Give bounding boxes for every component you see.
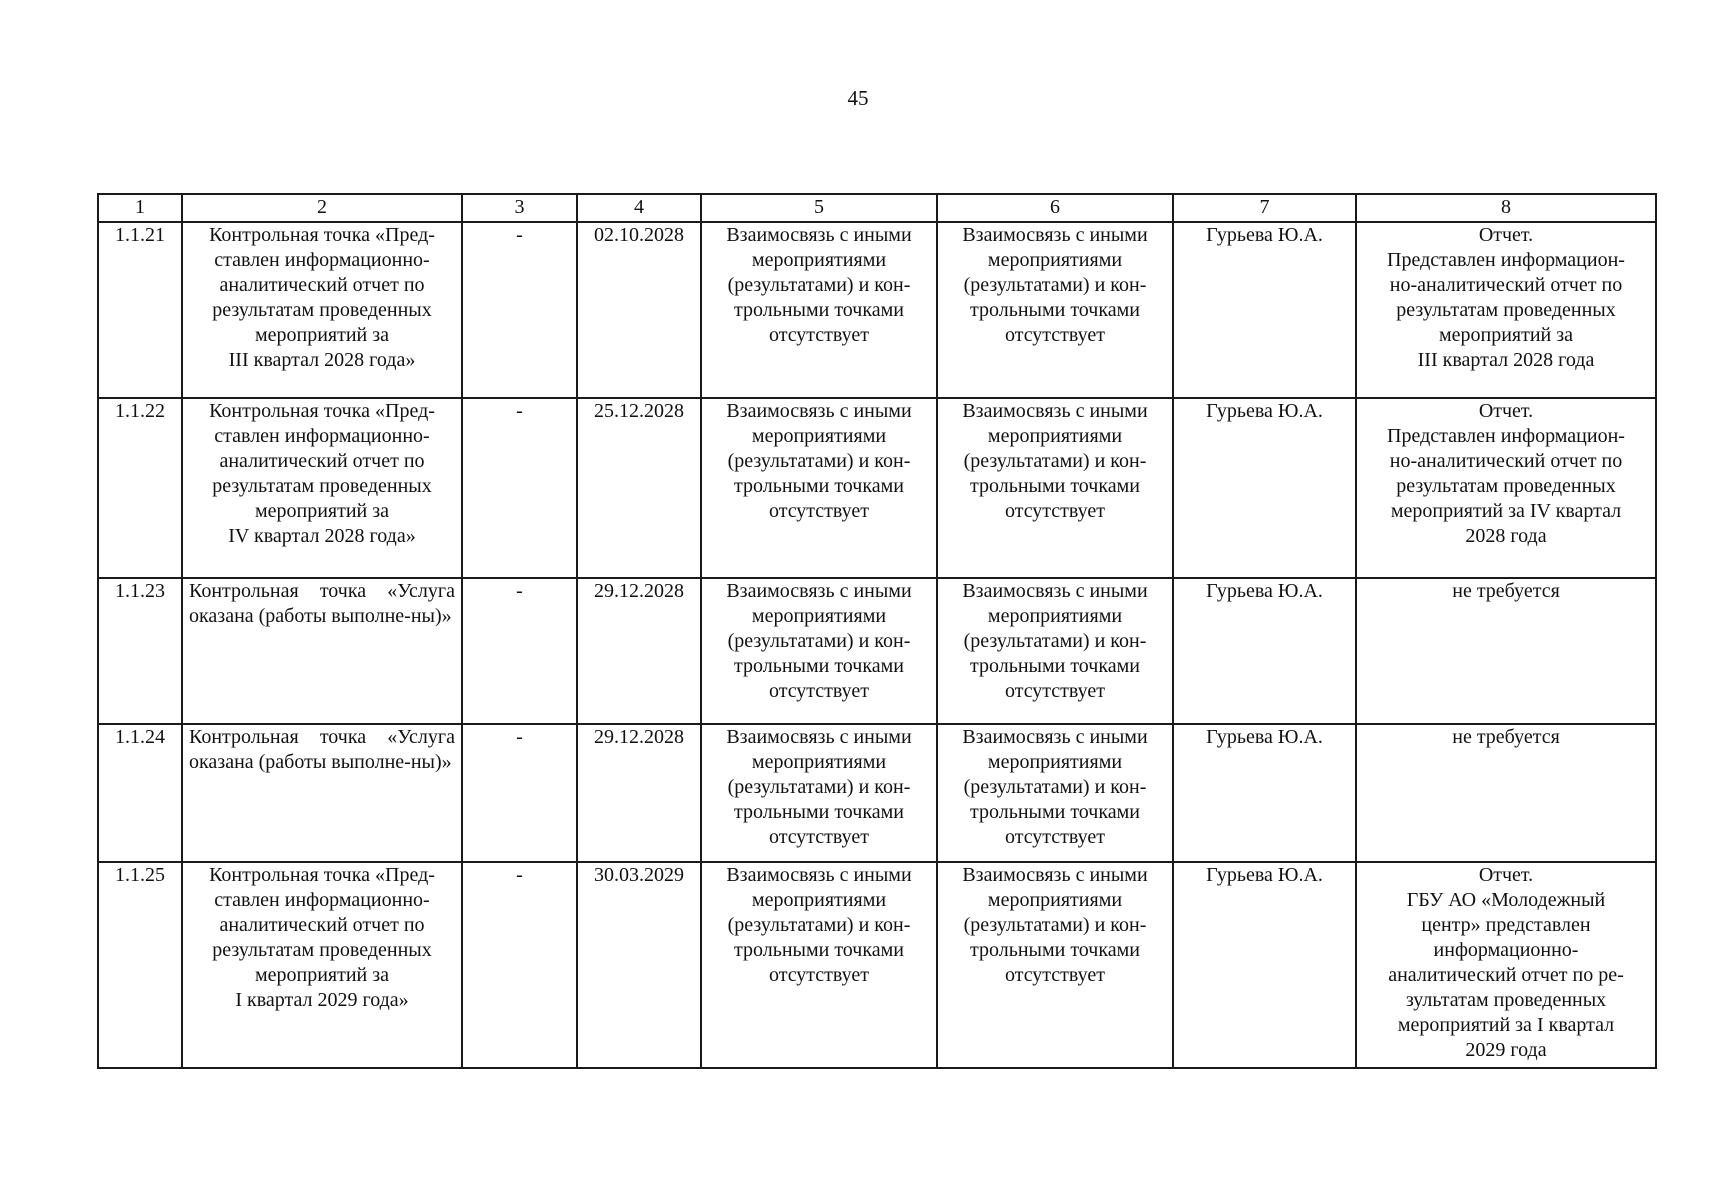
deadline-date: 29.12.2028 <box>577 578 701 724</box>
responsible-person: Гурьева Ю.А. <box>1173 398 1356 578</box>
column-3-value: - <box>462 578 577 724</box>
column-3-value: - <box>462 222 577 398</box>
table-row <box>98 862 1656 1068</box>
table-row <box>98 578 1656 724</box>
responsible-person: Гурьева Ю.А. <box>1173 862 1356 1068</box>
relationship-cell: Взаимосвязь с иными мероприятиями (результатами) и кон- трольными точками отсутствует <box>937 578 1173 724</box>
table-header-row <box>98 194 1656 222</box>
responsible-person: Гурьева Ю.А. <box>1173 222 1356 398</box>
result-cell: не требуется <box>1356 578 1656 724</box>
result-cell: Отчет. Представлен информацион- но-аналитический отчет по результатам проведенных мероприятий за IV квартал 2028 года <box>1356 398 1656 578</box>
relationship-cell: Взаимосвязь с иными мероприятиями (результатами) и кон- трольными точками отсутствует <box>937 222 1173 398</box>
header-cell: 4 <box>577 194 701 222</box>
relationship-cell: Взаимосвязь с иными мероприятиями (результатами) и кон- трольными точками отсутствует <box>701 578 937 724</box>
table-row <box>98 724 1656 862</box>
deadline-date: 25.12.2028 <box>577 398 701 578</box>
header-cell: 6 <box>937 194 1173 222</box>
deadline-date: 29.12.2028 <box>577 724 701 862</box>
control-point-name: Контрольная точка «Услуга оказана (работы выполне-ны)» <box>182 578 462 724</box>
result-cell: не требуется <box>1356 724 1656 862</box>
relationship-cell: Взаимосвязь с иными мероприятиями (результатами) и кон- трольными точками отсутствует <box>701 222 937 398</box>
control-points-table <box>97 193 1657 1069</box>
header-cell: 5 <box>701 194 937 222</box>
result-cell: Отчет. Представлен информацион- но-аналитический отчет по результатам проведенных мероприятий за III квартал 2028 года <box>1356 222 1656 398</box>
deadline-date: 02.10.2028 <box>577 222 701 398</box>
control-point-name: Контрольная точка «Услуга оказана (работы выполне-ны)» <box>182 724 462 862</box>
column-3-value: - <box>462 862 577 1068</box>
header-cell: 8 <box>1356 194 1656 222</box>
relationship-cell: Взаимосвязь с иными мероприятиями (результатами) и кон- трольными точками отсутствует <box>701 724 937 862</box>
table-row <box>98 222 1656 398</box>
relationship-cell: Взаимосвязь с иными мероприятиями (результатами) и кон- трольными точками отсутствует <box>701 862 937 1068</box>
control-point-name: Контрольная точка «Пред- ставлен информационно- аналитический отчет по результатам проведенных мероприятий за III квартал 2028 года» <box>182 222 462 398</box>
page-number: 45 <box>847 86 869 110</box>
deadline-date: 30.03.2029 <box>577 862 701 1068</box>
relationship-cell: Взаимосвязь с иными мероприятиями (результатами) и кон- трольными точками отсутствует <box>701 398 937 578</box>
responsible-person: Гурьева Ю.А. <box>1173 724 1356 862</box>
result-cell: Отчет. ГБУ АО «Молодежный центр» представлен информационно- аналитический отчет по ре- зультатам проведенных мероприятий за I квартал 2029 года <box>1356 862 1656 1068</box>
header-cell: 2 <box>182 194 462 222</box>
control-point-name: Контрольная точка «Пред- ставлен информационно- аналитический отчет по результатам проведенных мероприятий за IV квартал 2028 года» <box>182 398 462 578</box>
row-number: 1.1.23 <box>98 578 182 724</box>
header-cell: 3 <box>462 194 577 222</box>
responsible-person: Гурьева Ю.А. <box>1173 578 1356 724</box>
row-number: 1.1.24 <box>98 724 182 862</box>
column-3-value: - <box>462 398 577 578</box>
relationship-cell: Взаимосвязь с иными мероприятиями (результатами) и кон- трольными точками отсутствует <box>937 398 1173 578</box>
header-cell: 1 <box>98 194 182 222</box>
column-3-value: - <box>462 724 577 862</box>
row-number: 1.1.21 <box>98 222 182 398</box>
table-row <box>98 398 1656 578</box>
row-number: 1.1.22 <box>98 398 182 578</box>
header-cell: 7 <box>1173 194 1356 222</box>
control-point-name: Контрольная точка «Пред- ставлен информационно- аналитический отчет по результатам проведенных мероприятий за I квартал 2029 года» <box>182 862 462 1068</box>
relationship-cell: Взаимосвязь с иными мероприятиями (результатами) и кон- трольными точками отсутствует <box>937 862 1173 1068</box>
relationship-cell: Взаимосвязь с иными мероприятиями (результатами) и кон- трольными точками отсутствует <box>937 724 1173 862</box>
row-number: 1.1.25 <box>98 862 182 1068</box>
